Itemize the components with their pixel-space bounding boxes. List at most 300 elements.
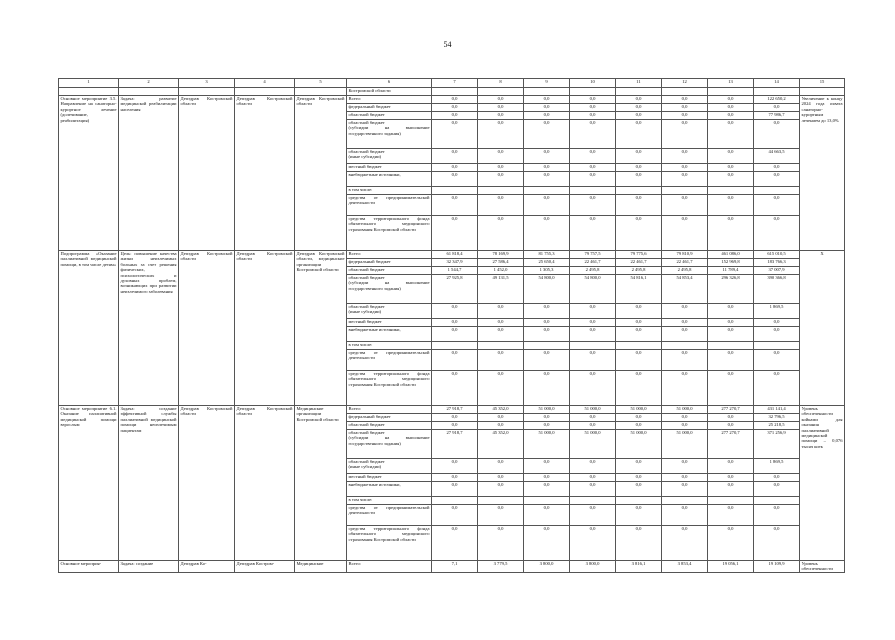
value-cell [616, 187, 662, 195]
column-header: 9 [524, 79, 570, 88]
value-cell: 0,0 [432, 120, 478, 149]
value-cell [570, 497, 616, 505]
source-label: местный бюджет [347, 164, 432, 172]
source-label [347, 275, 432, 304]
column-header: 6 [347, 79, 432, 88]
last-row-c6: Всего: [347, 561, 432, 573]
value-cell: 0,0 [570, 414, 616, 422]
table-row [59, 96, 845, 104]
value-cell: 0,0 [478, 526, 524, 561]
value-cell: 0,0 [662, 505, 708, 526]
value-cell: 0,0 [708, 526, 754, 561]
value-cell: 0,0 [478, 371, 524, 406]
value-cell: 390 366,8 [754, 275, 800, 304]
value-cell: 0,0 [478, 505, 524, 526]
value-cell: 22 461,7 [662, 259, 708, 267]
column-header: 1 [59, 79, 119, 88]
value-cell: 0,0 [478, 149, 524, 164]
source-label: средства от предпринимательской деятельности [347, 195, 432, 216]
value-cell: 0,0 [754, 172, 800, 187]
value-cell: 0,0 [478, 164, 524, 172]
value-cell: 0,0 [432, 195, 478, 216]
value-cell: 1 452,0 [478, 267, 524, 275]
block-c2-cell: Цель: повышение качества жизни неизлечимых больных за счет решения физических, психологических и духовных проблем, возникающих при развитии неизлечимого заболевания [119, 251, 179, 406]
value-cell: 0,0 [662, 120, 708, 149]
value-cell: 51 000,0 [524, 430, 570, 459]
column-header: 14 [754, 79, 800, 88]
value-cell: 25 218,5 [754, 422, 800, 430]
value-cell: 0,0 [708, 350, 754, 371]
value-cell: 1 869,5 [754, 304, 800, 319]
source-label: областной бюджет [347, 422, 432, 430]
value-cell: 0,0 [524, 474, 570, 482]
source-label: в том числе: [347, 497, 432, 505]
value-cell: 22 461,7 [616, 259, 662, 267]
value-cell: 0,0 [662, 474, 708, 482]
value-cell: 0,0 [432, 112, 478, 120]
value-cell: 32 347,9 [432, 259, 478, 267]
value-cell: 0,0 [708, 120, 754, 149]
table-cell [432, 88, 478, 96]
table-row [59, 561, 845, 573]
source-label-sub: (иные субсидии) [348, 154, 382, 160]
value-cell: 0,0 [570, 327, 616, 342]
program-table [58, 78, 845, 573]
source-label: Всего: [347, 96, 432, 104]
value-cell: 0,0 [616, 414, 662, 422]
block-c5-cell: Депздрав Костромской области, медицинские организации Костромской области [295, 251, 347, 406]
value-cell: 0,0 [432, 422, 478, 430]
value-cell [708, 342, 754, 350]
value-cell: 0,0 [662, 216, 708, 251]
value-cell: 0,0 [524, 422, 570, 430]
value-cell: 0,0 [570, 350, 616, 371]
value-cell: 0,0 [478, 216, 524, 251]
value-cell: 0,0 [478, 327, 524, 342]
source-label [347, 304, 432, 319]
value-cell: 0,0 [616, 172, 662, 187]
table-cell [524, 88, 570, 96]
value-cell: 0,0 [616, 319, 662, 327]
value-cell: 0,0 [478, 96, 524, 104]
column-header: 4 [235, 79, 295, 88]
value-cell: 0,0 [478, 112, 524, 120]
value-cell: 0,0 [478, 482, 524, 497]
value-cell: 0,0 [616, 149, 662, 164]
value-cell: 45 352,0 [478, 430, 524, 459]
value-cell: 0,0 [662, 304, 708, 319]
value-cell [570, 187, 616, 195]
value-cell: 0,0 [570, 104, 616, 112]
value-cell [524, 497, 570, 505]
last-row-c3: Депздрав Ко- [179, 561, 235, 573]
value-cell: 0,0 [754, 120, 800, 149]
value-cell: 1 869,5 [754, 459, 800, 474]
value-cell: 0,0 [570, 482, 616, 497]
value-cell: 0,0 [708, 474, 754, 482]
source-label: местный бюджет [347, 474, 432, 482]
value-cell: 0,0 [708, 304, 754, 319]
value-cell: 0,0 [662, 482, 708, 497]
value-cell [754, 187, 800, 195]
column-header: 3 [179, 79, 235, 88]
value-cell: 183 766,3 [754, 259, 800, 267]
value-cell: 51 000,0 [616, 406, 662, 414]
value-cell: 0,0 [662, 96, 708, 104]
value-cell [662, 497, 708, 505]
value-cell: 0,0 [432, 459, 478, 474]
block-c4-cell: Депздрав Костромской области [235, 251, 295, 406]
value-cell: 0,0 [432, 149, 478, 164]
value-cell: 0,0 [478, 172, 524, 187]
value-cell: 0,0 [570, 216, 616, 251]
value-cell: 0,0 [708, 482, 754, 497]
source-label: в том числе: [347, 187, 432, 195]
value-cell: 1 544,7 [432, 267, 478, 275]
value-cell: 296 326,8 [708, 275, 754, 304]
value-cell: 0,0 [662, 195, 708, 216]
value-cell: 1 305,3 [524, 267, 570, 275]
value-cell: 0,0 [432, 482, 478, 497]
value-cell: 0,0 [478, 195, 524, 216]
value-cell: 45 352,0 [478, 406, 524, 414]
block-c2-cell: Задача: развитие медицинской реабилитации населения [119, 96, 179, 251]
value-cell: 3 800,0 [570, 561, 616, 573]
value-cell: 3 779,5 [478, 561, 524, 573]
value-cell: 0,0 [662, 526, 708, 561]
value-cell: 54 800,0 [524, 275, 570, 304]
value-cell: 0,0 [570, 319, 616, 327]
value-cell: 277 270,7 [708, 406, 754, 414]
value-cell: 0,0 [478, 414, 524, 422]
value-cell: 0,0 [570, 474, 616, 482]
value-cell: 78 169,9 [478, 251, 524, 259]
value-cell: 0,0 [754, 164, 800, 172]
block-c1-cell: Основное мероприятие 3.5. Направление на санаторно-курортное лечение (долечивание, реабилитация) [59, 96, 119, 251]
value-cell: 0,0 [754, 371, 800, 406]
table-cell [570, 88, 616, 96]
value-cell: 0,0 [570, 172, 616, 187]
value-cell: 0,0 [708, 459, 754, 474]
value-cell [662, 187, 708, 195]
table-cell [754, 88, 800, 96]
value-cell: 0,0 [524, 96, 570, 104]
value-cell: 0,0 [708, 505, 754, 526]
source-label: Всего: [347, 406, 432, 414]
source-label [347, 430, 432, 459]
column-header: 12 [662, 79, 708, 88]
value-cell: 0,0 [524, 526, 570, 561]
value-cell: 79 757,5 [570, 251, 616, 259]
value-cell: 3 816,1 [616, 561, 662, 573]
value-cell: 44 663,5 [754, 149, 800, 164]
source-label: средства территориального фонда обязательного медицинского страхования Костромской области [347, 526, 432, 561]
value-cell: 371 256,9 [754, 430, 800, 459]
value-cell: 81 755,3 [524, 251, 570, 259]
value-cell: 0,0 [478, 304, 524, 319]
value-cell: 0,0 [570, 112, 616, 120]
value-cell: 51 000,0 [570, 430, 616, 459]
value-cell: 0,0 [616, 459, 662, 474]
value-cell: 0,0 [754, 350, 800, 371]
value-cell: 0,0 [570, 304, 616, 319]
value-cell: 0,0 [570, 505, 616, 526]
table-cell [179, 88, 235, 96]
block-c2-cell: Задача: создание эффективной службы паллиативной медицинской помощи неизлечимым пациентам [119, 406, 179, 561]
value-cell: 0,0 [754, 327, 800, 342]
value-cell: 0,0 [616, 195, 662, 216]
value-cell [478, 497, 524, 505]
block-c1-cell: Подпрограмма «Оказание паллиативной медицинской помощи, в том числе детям» [59, 251, 119, 406]
value-cell: 0,0 [524, 414, 570, 422]
value-cell: 51 000,0 [570, 406, 616, 414]
source-label-sub: (субсидии на выполнение государственного задания) [348, 435, 430, 446]
source-label-sub: (субсидии на выполнение государственного задания) [348, 280, 430, 291]
value-cell: 0,0 [616, 422, 662, 430]
value-cell: 152 969,8 [708, 259, 754, 267]
value-cell: 0,0 [524, 505, 570, 526]
value-cell: 0,0 [432, 414, 478, 422]
value-cell: 0,0 [432, 526, 478, 561]
source-label [347, 459, 432, 474]
source-label-sub: (иные субсидии) [348, 464, 382, 470]
value-cell: 2 495,8 [616, 267, 662, 275]
value-cell: 0,0 [708, 327, 754, 342]
value-cell [708, 497, 754, 505]
source-label: Всего: [347, 251, 432, 259]
value-cell: 0,0 [524, 350, 570, 371]
value-cell: 7,1 [432, 561, 478, 573]
value-cell: 0,0 [432, 505, 478, 526]
value-cell: 79 775,6 [616, 251, 662, 259]
block-c1-cell: Основное мероприятие 6.1. Оказание паллиативной медицинской помощи взрослым [59, 406, 119, 561]
value-cell: 0,0 [754, 505, 800, 526]
value-cell: 0,0 [708, 195, 754, 216]
block-c3-cell: Депздрав Костромской области [179, 96, 235, 251]
value-cell: 0,0 [478, 459, 524, 474]
value-cell: 122 650,2 [754, 96, 800, 104]
value-cell: 51 000,0 [662, 406, 708, 414]
value-cell: 0,0 [754, 195, 800, 216]
value-cell: 0,0 [432, 172, 478, 187]
block-c3-cell: Депздрав Костромской области [179, 251, 235, 406]
source-label: средства от предпринимательской деятельности [347, 505, 432, 526]
table-cell [662, 88, 708, 96]
value-cell: 0,0 [708, 422, 754, 430]
source-label: местный бюджет [347, 319, 432, 327]
value-cell [432, 342, 478, 350]
source-label [347, 149, 432, 164]
value-cell: 0,0 [754, 319, 800, 327]
value-cell: 0,0 [708, 371, 754, 406]
value-cell: 0,0 [616, 474, 662, 482]
table-cell [295, 88, 347, 96]
table-cell [235, 88, 295, 96]
value-cell: 32 796,5 [754, 414, 800, 422]
source-label: в том числе: [347, 342, 432, 350]
value-cell: 0,0 [432, 216, 478, 251]
value-cell: 25 650,4 [524, 259, 570, 267]
block-c5-cell: Депздрав Костромской области [295, 96, 347, 251]
source-label: внебюджетные источники, [347, 327, 432, 342]
value-cell: 0,0 [662, 371, 708, 406]
value-cell: 0,0 [754, 526, 800, 561]
value-cell: 2 495,8 [662, 267, 708, 275]
value-cell: 0,0 [570, 371, 616, 406]
value-cell [662, 342, 708, 350]
block-c4-cell: Депздрав Костромской области [235, 406, 295, 561]
value-cell: 0,0 [616, 371, 662, 406]
source-label-main: областной бюджет [348, 275, 385, 280]
value-cell: 0,0 [432, 304, 478, 319]
value-cell [754, 497, 800, 505]
block-c4-cell: Депздрав Костромской области [235, 96, 295, 251]
value-cell: 27 918,7 [432, 406, 478, 414]
value-cell: 431 141,4 [754, 406, 800, 414]
block-c5-cell: Медицинские организации Костромской области [295, 406, 347, 561]
value-cell: 0,0 [616, 104, 662, 112]
value-cell: 0,0 [708, 149, 754, 164]
value-cell: 0,0 [524, 319, 570, 327]
value-cell: 27 918,7 [432, 430, 478, 459]
source-label: средства территориального фонда обязательного медицинского страхования Костромской области [347, 216, 432, 251]
source-label-main: областной бюджет [348, 149, 385, 154]
column-header: 5 [295, 79, 347, 88]
value-cell: 0,0 [570, 459, 616, 474]
value-cell: 0,0 [708, 172, 754, 187]
value-cell [432, 497, 478, 505]
result-cell: Х [800, 251, 845, 406]
value-cell: 0,0 [570, 164, 616, 172]
value-cell: 277 270,7 [708, 430, 754, 459]
carryover-row [59, 88, 845, 96]
value-cell: 0,0 [524, 304, 570, 319]
value-cell: 0,0 [616, 120, 662, 149]
value-cell: 0,0 [524, 327, 570, 342]
source-label: средства от предпринимательской деятельности [347, 350, 432, 371]
value-cell [616, 342, 662, 350]
value-cell: 0,0 [662, 164, 708, 172]
table-cell [119, 88, 179, 96]
last-row-c1: Основное мероприя- [59, 561, 119, 573]
block-c3-cell: Депздрав Костромской области [179, 406, 235, 561]
value-cell: 0,0 [708, 112, 754, 120]
value-cell: 0,0 [524, 120, 570, 149]
value-cell: 0,0 [432, 96, 478, 104]
header-row [59, 79, 845, 88]
column-header: 7 [432, 79, 478, 88]
value-cell: 0,0 [432, 319, 478, 327]
value-cell: 0,0 [570, 120, 616, 149]
value-cell: 77 986,7 [754, 112, 800, 120]
source-label: федеральный бюджет [347, 104, 432, 112]
value-cell [708, 187, 754, 195]
value-cell: 0,0 [616, 327, 662, 342]
value-cell: 0,0 [524, 195, 570, 216]
value-cell: 0,0 [662, 350, 708, 371]
value-cell: 51 000,0 [616, 430, 662, 459]
value-cell: 0,0 [432, 104, 478, 112]
table-row [59, 251, 845, 259]
value-cell: 19 109,9 [754, 561, 800, 573]
table-cell [616, 88, 662, 96]
value-cell: 0,0 [754, 482, 800, 497]
value-cell: 0,0 [570, 195, 616, 216]
result-cell: Увеличение к концу 2024 года охвата санаторно-курортным лечением до 13,0% [800, 96, 845, 251]
source-label: областной бюджет [347, 267, 432, 275]
last-row-c4: Депздрав Костром- [235, 561, 295, 573]
source-label: внебюджетные источники, [347, 172, 432, 187]
value-cell: 0,0 [662, 459, 708, 474]
value-cell: 0,0 [662, 319, 708, 327]
value-cell: 0,0 [662, 327, 708, 342]
value-cell: 0,0 [570, 149, 616, 164]
table-cell [800, 88, 845, 96]
table-cell [708, 88, 754, 96]
value-cell [432, 187, 478, 195]
value-cell: 11 789,4 [708, 267, 754, 275]
value-cell: 0,0 [754, 474, 800, 482]
value-cell: 0,0 [754, 104, 800, 112]
value-cell: 0,0 [662, 414, 708, 422]
source-label-main: областной бюджет [348, 459, 385, 464]
value-cell: 0,0 [708, 164, 754, 172]
column-header: 2 [119, 79, 179, 88]
value-cell: 0,0 [616, 304, 662, 319]
column-header: 13 [708, 79, 754, 88]
result-cell: Уровень обеспеченности [800, 561, 845, 573]
column-header: 8 [478, 79, 524, 88]
source-label-main: областной бюджет [348, 304, 385, 309]
value-cell: 0,0 [662, 112, 708, 120]
value-cell: 0,0 [524, 482, 570, 497]
value-cell: 0,0 [616, 482, 662, 497]
value-cell: 79 810,9 [662, 251, 708, 259]
value-cell: 0,0 [662, 104, 708, 112]
value-cell: 27 586,4 [478, 259, 524, 267]
value-cell: 0,0 [708, 96, 754, 104]
value-cell: 2 495,8 [570, 267, 616, 275]
value-cell: 0,0 [616, 505, 662, 526]
value-cell: 0,0 [478, 422, 524, 430]
value-cell: 0,0 [524, 172, 570, 187]
source-label-sub: (субсидии на выполнение государственного задания) [348, 125, 430, 136]
value-cell: 54 816,1 [616, 275, 662, 304]
value-cell: 0,0 [754, 216, 800, 251]
value-cell: 0,0 [432, 371, 478, 406]
column-header: 15 [800, 79, 845, 88]
value-cell: 0,0 [616, 112, 662, 120]
value-cell [570, 342, 616, 350]
value-cell: 0,0 [432, 350, 478, 371]
value-cell: 27 925,8 [432, 275, 478, 304]
value-cell: 0,0 [570, 96, 616, 104]
last-row-c2: Задача: создание [119, 561, 179, 573]
value-cell: 461 086,0 [708, 251, 754, 259]
source-label-main: областной бюджет [348, 430, 385, 435]
value-cell: 54 800,0 [570, 275, 616, 304]
value-cell: 0,0 [662, 149, 708, 164]
result-cell: Уровень обеспеченности койками для оказания паллиативной медицинской помощи – 0,076 тысяч коек [800, 406, 845, 561]
value-cell: 0,0 [478, 120, 524, 149]
value-cell [616, 497, 662, 505]
value-cell: 0,0 [662, 172, 708, 187]
value-cell: 0,0 [708, 216, 754, 251]
source-label: Костромской области [347, 88, 432, 96]
value-cell: 0,0 [478, 319, 524, 327]
last-row-c5: Медицинские [295, 561, 347, 573]
table-row [59, 406, 845, 414]
